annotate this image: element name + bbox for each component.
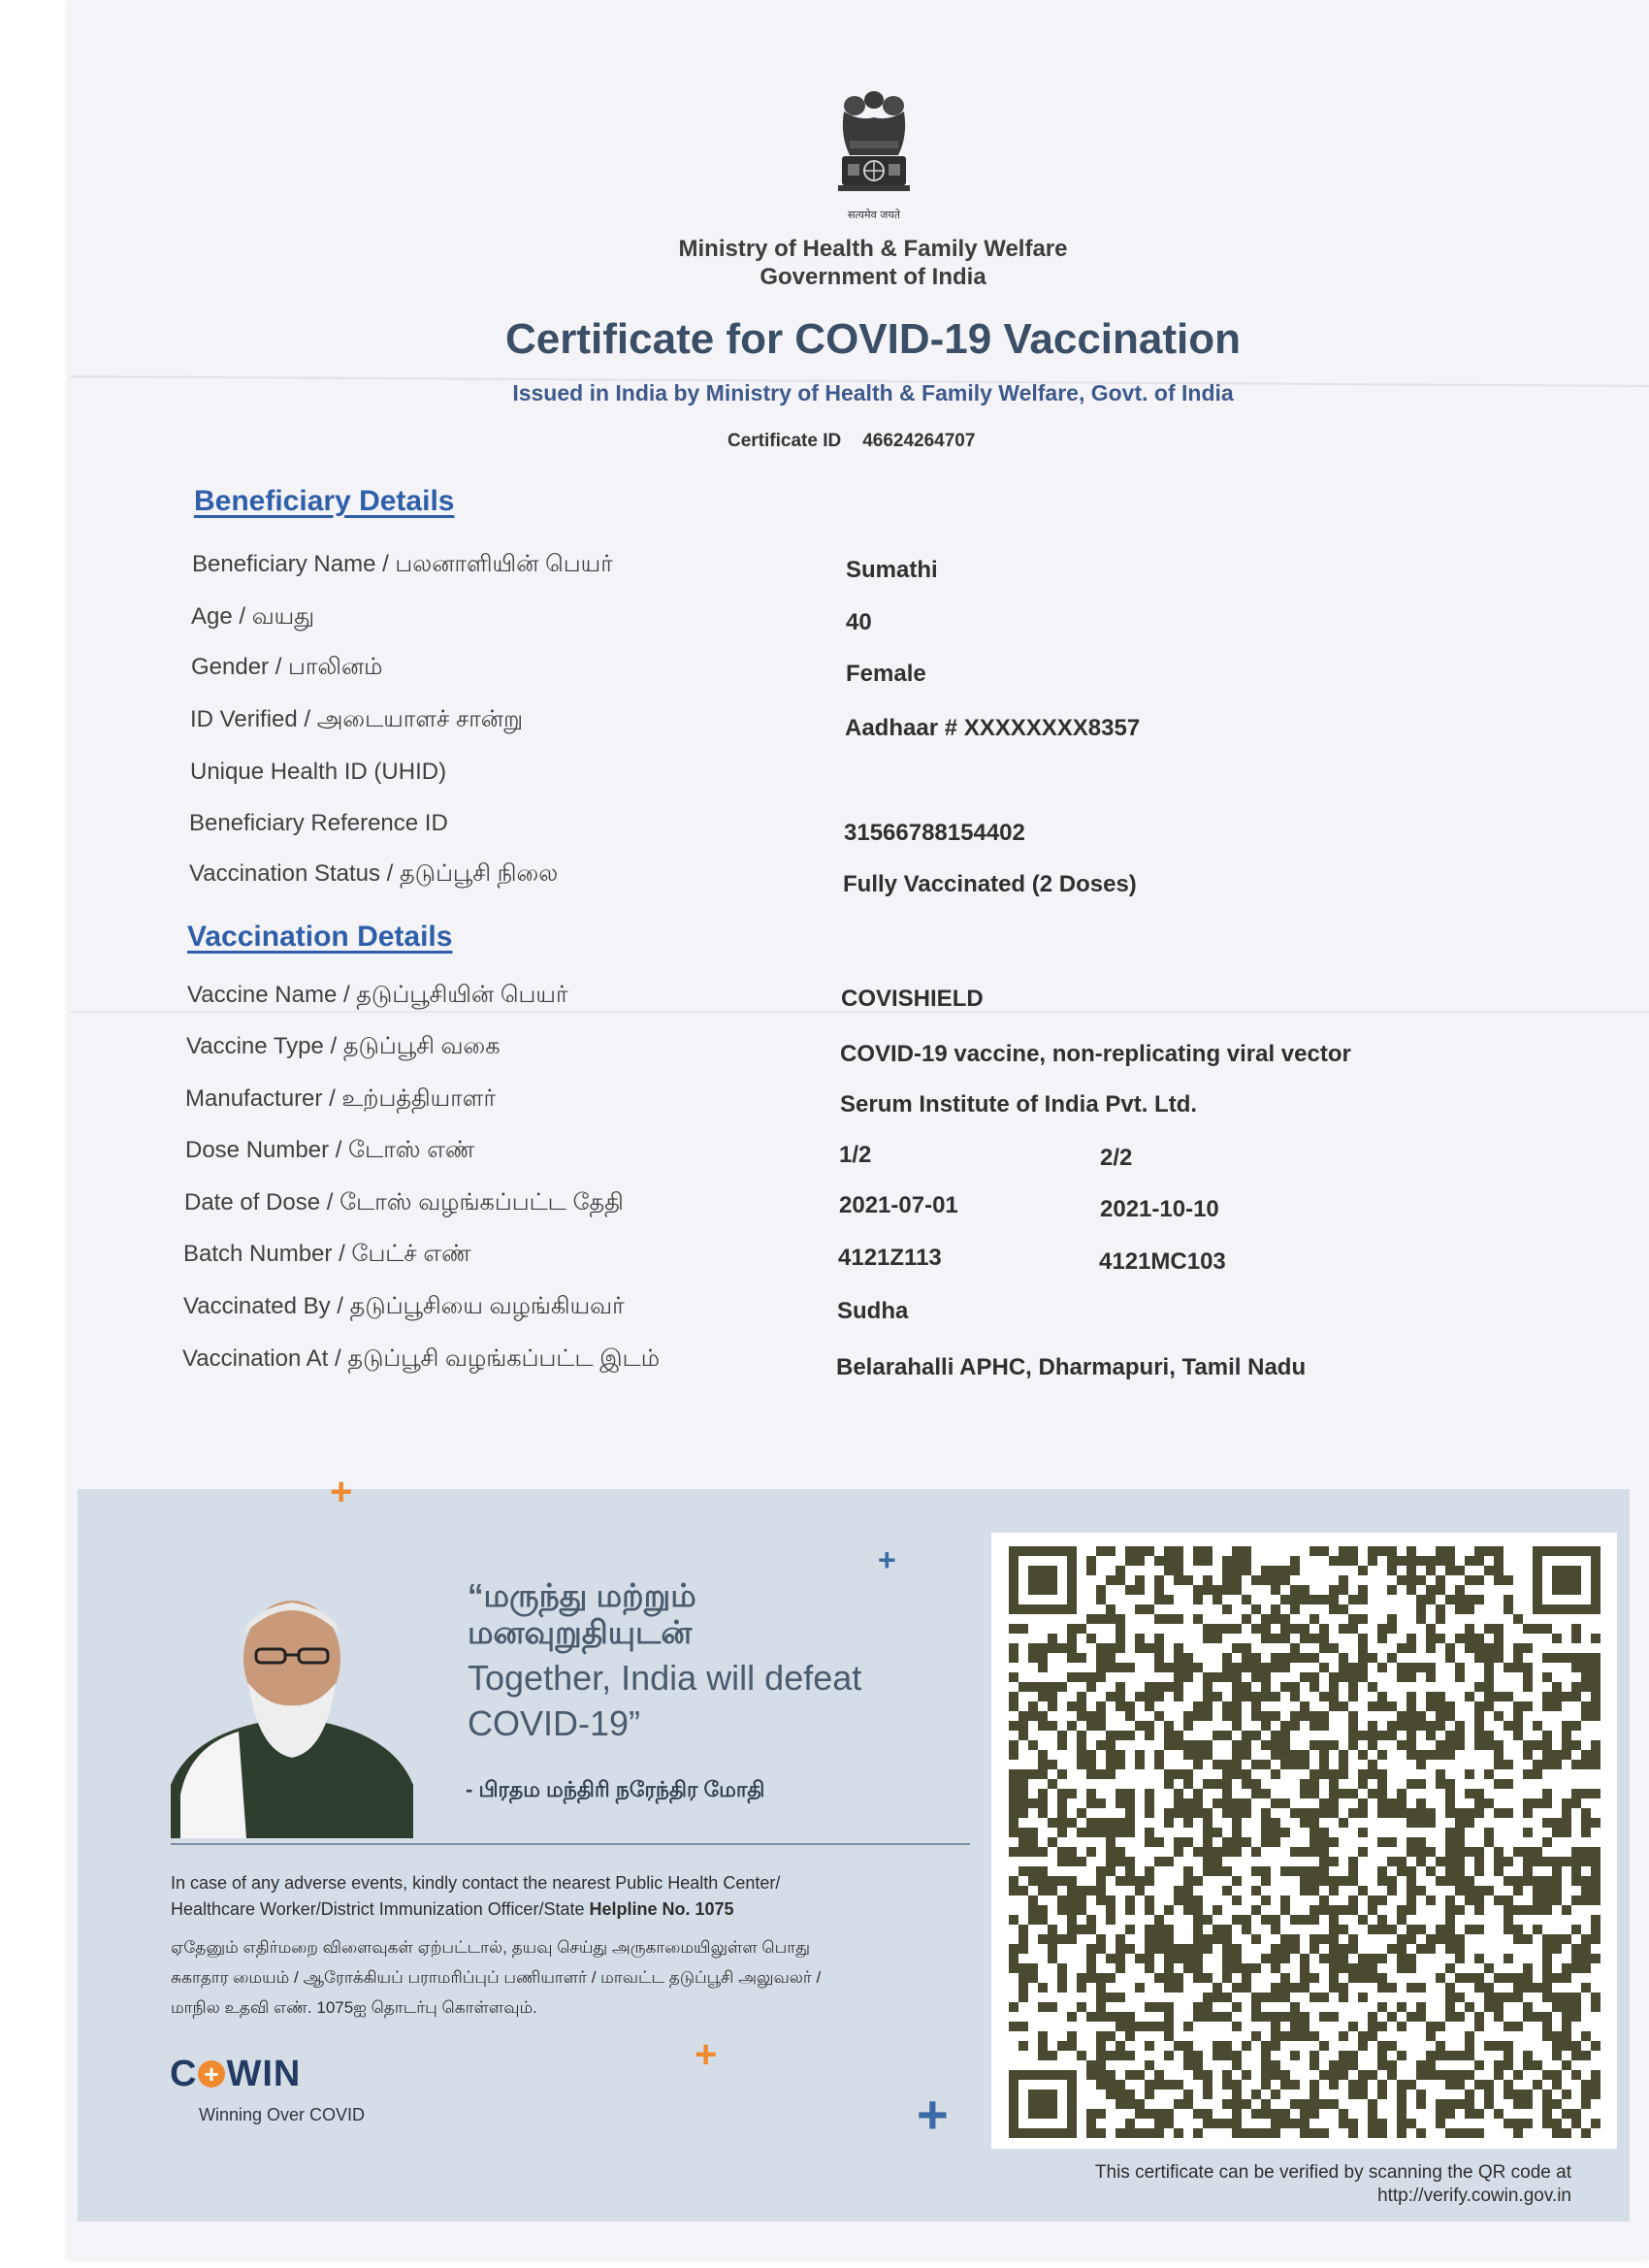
age-label: Age / வயது <box>191 603 315 630</box>
vaccination-at-label: Vaccination At / தடுப்பூசி வழங்கப்பட்ட இடம் <box>182 1345 660 1372</box>
uhid-label: Unique Health ID (UHID) <box>190 759 447 785</box>
beneficiary-name-value: Sumathi <box>846 557 938 583</box>
quote-tamil-line: “மருந்து மற்றும் <box>468 1577 696 1613</box>
adverse-event-advisory <box>171 1870 966 1923</box>
beneficiary-name-label: Beneficiary Name / பலனாளியின் பெயர் <box>192 551 613 577</box>
advisory-tamil-line: சுகாதார மையம் / ஆரோக்கியப் பராமரிப்புப் பணியாளர் / மாவட்ட தடுப்பூசி அலுவலர் / <box>171 1968 822 1987</box>
vaccination-status-label: Vaccination Status / தடுப்பூசி நிலை <box>189 860 559 887</box>
state-emblem-icon <box>830 82 918 228</box>
batch-number-first: 4121Z113 <box>838 1245 942 1271</box>
cowin-logo <box>170 2054 301 2095</box>
government-line: Government of India <box>760 264 986 290</box>
certificate-id-label: Certificate ID <box>728 431 842 451</box>
emblem-motto: सत्यमेव जयते <box>847 209 901 221</box>
manufacturer-label: Manufacturer / உற்பத்தியாளர் <box>185 1085 496 1112</box>
vaccine-type-value: COVID-19 vaccine, non-replicating viral vector <box>840 1041 1351 1067</box>
plus-icon: + <box>878 1542 896 1577</box>
qr-finder-pattern <box>1533 1546 1600 1614</box>
gender-value: Female <box>846 661 926 687</box>
advisory-line: In case of any adverse events, kindly contact the nearest Public Health Center/ <box>171 1873 781 1893</box>
qr-finder-pattern <box>1009 2070 1077 2138</box>
quote-tamil-line: மனவுறுதியுடன் <box>468 1614 693 1650</box>
verification-note <box>970 2161 1571 2208</box>
qr-modules <box>1009 1546 1600 2138</box>
vaccine-type-label: Vaccine Type / தடுப்பூசி வகை <box>186 1033 501 1059</box>
ministry-name <box>582 235 1164 291</box>
advisory-tamil-line: மாநில உதவி எண். 1075ஐ தொடர்பு கொள்ளவும். <box>171 1998 537 2017</box>
dose-number-label: Dose Number / டோஸ் எண் <box>185 1137 475 1163</box>
prime-minister-photo <box>171 1591 413 1838</box>
helpline-number: Helpline No. 1075 <box>589 1899 734 1919</box>
batch-number-second: 4121MC103 <box>1099 1248 1226 1275</box>
plus-icon: + <box>917 2084 949 2145</box>
date-of-dose-second: 2021-10-10 <box>1100 1196 1219 1222</box>
panel-divider <box>171 1843 970 1845</box>
dose-number-second: 2/2 <box>1100 1145 1133 1171</box>
verification-line: This certificate can be verified by scanning the QR code at <box>1094 2162 1571 2183</box>
certificate-subtitle: Issued in India by Ministry of Health & Family Welfare, Govt. of India <box>512 380 1234 405</box>
dose-number-first: 1/2 <box>839 1142 872 1168</box>
cowin-logo-c: C <box>170 2054 198 2094</box>
advisory-line <box>171 1896 966 1923</box>
quote-attribution: - பிரதம மந்திரி நரேந்திர மோதி <box>466 1777 765 1801</box>
date-of-dose-first: 2021-07-01 <box>839 1192 958 1218</box>
beneficiary-details-heading: Beneficiary Details <box>194 485 455 517</box>
certificate-id-value: 46624264707 <box>862 431 976 451</box>
advisory-tamil-line: ஏதேனும் எதிர்மறை விளைவுகள் ஏற்பட்டால், தயவு செய்து அருகாமையிலுள்ள பொது <box>171 1938 810 1957</box>
plus-icon: + <box>695 2033 718 2076</box>
plus-icon: + <box>330 1471 353 1513</box>
quote-english <box>468 1655 982 1746</box>
age-value: 40 <box>846 609 872 635</box>
vaccination-at-value: Belarahalli APHC, Dharmapuri, Tamil Nadu <box>836 1354 1307 1380</box>
certificate-title: Certificate for COVID-19 Vaccination <box>505 315 1241 363</box>
certificate-id <box>728 431 975 452</box>
qr-finder-pattern <box>1009 1546 1077 1614</box>
vaccinated-by-value: Sudha <box>837 1298 909 1324</box>
verification-url: http://verify.cowin.gov.in <box>1377 2186 1571 2206</box>
qr-code[interactable] <box>1009 1546 1600 2138</box>
ministry-line: Ministry of Health & Family Welfare <box>678 236 1068 262</box>
date-of-dose-label: Date of Dose / டோஸ் வழங்கப்பட்ட தேதி <box>184 1189 624 1215</box>
cowin-logo-o: + <box>198 2060 225 2088</box>
quote-english-line: COVID-19” <box>468 1703 641 1743</box>
id-verified-label: ID Verified / அடையாளச் சான்று <box>190 706 524 732</box>
quote <box>468 1577 982 1746</box>
gender-label: Gender / பாலினம் <box>191 654 383 680</box>
manufacturer-value: Serum Institute of India Pvt. Ltd. <box>840 1091 1198 1118</box>
cowin-logo-win: WIN <box>226 2054 302 2094</box>
beneficiary-reference-id-label: Beneficiary Reference ID <box>189 810 448 836</box>
quote-english-line: Together, India will defeat <box>468 1658 862 1698</box>
id-verified-value: Aadhaar # XXXXXXXX8357 <box>845 715 1141 741</box>
adverse-event-advisory-tamil <box>171 1932 986 2023</box>
beneficiary-reference-id-value: 31566788154402 <box>844 820 1025 846</box>
advisory-text: Healthcare Worker/District Immunization Officer/State <box>171 1899 590 1919</box>
vaccination-details-heading: Vaccination Details <box>187 921 453 953</box>
batch-number-label: Batch Number / பேட்ச் எண் <box>183 1241 471 1267</box>
cowin-tagline: Winning Over COVID <box>199 2105 366 2124</box>
vaccine-name-value: COVISHIELD <box>841 986 984 1012</box>
vaccinated-by-label: Vaccinated By / தடுப்பூசியை வழங்கியவர் <box>183 1293 625 1319</box>
vaccine-name-label: Vaccine Name / தடுப்பூசியின் பெயர் <box>187 982 568 1008</box>
vaccination-status-value: Fully Vaccinated (2 Doses) <box>843 871 1137 897</box>
